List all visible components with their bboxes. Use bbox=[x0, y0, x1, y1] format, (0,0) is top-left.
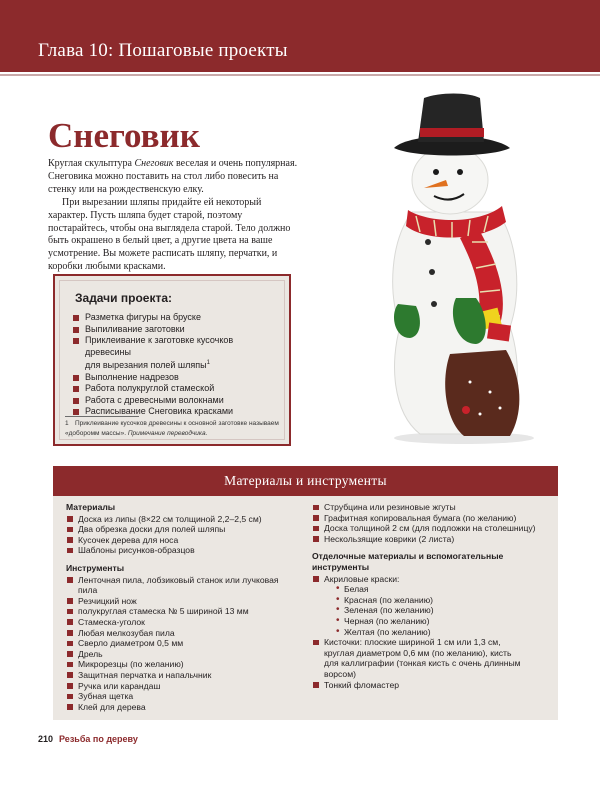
button-2 bbox=[429, 269, 435, 275]
intro-p1-end: веселая и очень популярная. Снеговика можно поставить на стол либо повесить на стенку или на рождественскую елку. bbox=[48, 158, 298, 195]
tool-item: Зубная щетка bbox=[66, 691, 302, 702]
materials-box bbox=[53, 466, 558, 720]
materials-subhead: Материалы bbox=[66, 502, 116, 512]
project-title: Снеговик bbox=[48, 116, 200, 155]
brushes-line1: Кисточки: плоские шириной 1 см или 1,3 см, bbox=[324, 637, 501, 648]
finishing-subhead bbox=[312, 551, 550, 572]
tasks-list bbox=[71, 312, 281, 418]
snowman-right-eye bbox=[457, 169, 463, 175]
tool-item: Ручка или карандаш bbox=[66, 681, 302, 692]
gift-bag bbox=[445, 350, 519, 436]
paints-label: Акриловые краски: bbox=[324, 573, 400, 584]
tool-item: Резчицкий нож bbox=[66, 596, 302, 607]
bag-dot-2 bbox=[489, 391, 492, 394]
gift-box-red bbox=[487, 323, 511, 342]
task-item: Работа полукруглой стамеской bbox=[71, 383, 281, 395]
book-title: Резьба по дереву bbox=[59, 734, 138, 744]
tool-item: Сверло диаметром 0,5 мм bbox=[66, 638, 302, 649]
paint-color-item: • Черная (по желанию) bbox=[324, 616, 550, 627]
task-item-line2 bbox=[85, 358, 281, 372]
tool-item-line1: Ленточная пила, лобзиковый станок или лучковая bbox=[78, 574, 279, 585]
bag-dot-1 bbox=[469, 381, 472, 384]
intro-paragraph-2: При вырезании шляпы придайте ей некоторый характер. Пусть шляпа будет старой, поэтому постарайтесь, чтобы она выглядела старой. Тело должно быть окрашено в белый цвет, а другие цвета на ваше усмотрение. Вы можете расписать шляпу, перчатки, и коробки любыми красками. bbox=[48, 196, 291, 273]
tool-item: Микрорезцы (по желанию) bbox=[66, 659, 302, 670]
footnote-note: Примечание переводчика. bbox=[127, 430, 208, 437]
bag-holly bbox=[462, 406, 470, 414]
finishing-subhead-line2: инструменты bbox=[312, 561, 370, 572]
materials-list bbox=[66, 514, 302, 556]
material-item: Струбцина или резиновые жгуты bbox=[312, 502, 550, 513]
finishing-item-brushes bbox=[312, 637, 550, 679]
tools-list bbox=[66, 575, 302, 713]
material-item: Нескользящие коврики (2 листа) bbox=[312, 534, 550, 545]
paint-color-item: • Желтая (по желанию) bbox=[324, 627, 550, 638]
project-tasks-box bbox=[53, 274, 291, 446]
task-item: Расписывание Снеговика красками bbox=[71, 406, 281, 418]
bag-dot-4 bbox=[499, 407, 502, 410]
tools-subhead: Инструменты bbox=[66, 562, 125, 573]
intro-p1-start: Круглая скульптура bbox=[48, 158, 135, 169]
brushes-line4: ворсом) bbox=[324, 668, 356, 679]
snowman-head bbox=[412, 146, 488, 214]
tasks-title: Задачи проекта: bbox=[75, 291, 172, 305]
snowman-photo bbox=[360, 92, 560, 448]
tool-item: полукруглая стамеска № 5 шириной 13 мм bbox=[66, 606, 302, 617]
finishing-item-paints bbox=[312, 574, 550, 638]
material-item: Доска из липы (8×22 см толщиной 2,2–2,5 см) bbox=[66, 514, 302, 525]
materials-header: Материалы и инструменты bbox=[224, 473, 387, 488]
task-item bbox=[71, 335, 281, 372]
paint-color-item: • Красная (по желанию) bbox=[324, 595, 550, 606]
task-item-line1: Приклеивание к заготовке кусочков древесины bbox=[85, 335, 234, 357]
task-item: Разметка фигуры на бруске bbox=[71, 312, 281, 324]
finishing-subhead-line1: Отделочные материалы и вспомогательные bbox=[312, 551, 504, 562]
footnote-mark: 1 bbox=[65, 420, 69, 427]
button-1 bbox=[425, 239, 431, 245]
snowman-left-eye bbox=[433, 169, 439, 175]
task-item: Работа с древесными волокнами bbox=[71, 395, 281, 407]
tool-item: Стамеска-уголок bbox=[66, 617, 302, 628]
chapter-header-band bbox=[0, 0, 600, 72]
bag-dot-3 bbox=[479, 413, 482, 416]
material-item: Кусочек дерева для носа bbox=[66, 535, 302, 546]
tool-item: Любая мелкозубая пила bbox=[66, 628, 302, 639]
button-3 bbox=[431, 301, 437, 307]
paint-color-item: • Зеленая (по желанию) bbox=[324, 605, 550, 616]
paint-colors-list bbox=[324, 584, 550, 637]
intro-text bbox=[48, 158, 298, 274]
tool-item: Защитная перчатка и напальчник bbox=[66, 670, 302, 681]
footnote-ref: 1 bbox=[206, 360, 210, 366]
paint-color-item: • Белая bbox=[324, 584, 550, 595]
materials-right-column bbox=[312, 502, 550, 690]
task-item-line2-text: для вырезания полей шляпы bbox=[85, 360, 207, 370]
material-item: Шаблоны рисунков-образцов bbox=[66, 545, 302, 556]
mitten-left bbox=[394, 304, 420, 338]
chapter-title: Глава 10: Пошаговые проекты bbox=[38, 40, 288, 61]
hat-band bbox=[420, 128, 484, 137]
tool-item bbox=[66, 575, 302, 596]
tool-item-line2: пила bbox=[78, 585, 98, 596]
material-item: Два обрезка доски для полей шляпы bbox=[66, 524, 302, 535]
materials-list-continued bbox=[312, 502, 550, 544]
material-item: Доска толщиной 2 см (для подложки на столешницу) bbox=[312, 523, 550, 534]
finishing-item-marker: Тонкий фломастер bbox=[312, 680, 550, 691]
header-rule bbox=[0, 74, 600, 76]
materials-header-band bbox=[53, 466, 558, 496]
materials-left-column bbox=[66, 502, 302, 712]
page-number: 210 bbox=[38, 734, 54, 744]
material-item: Графитная копировальная бумага (по желанию) bbox=[312, 513, 550, 524]
finishing-list bbox=[312, 574, 550, 691]
task-item: Выпиливание заготовки bbox=[71, 324, 281, 336]
footnote bbox=[65, 419, 279, 439]
page-footer bbox=[38, 734, 138, 744]
footnote-text: Приклеивание кусочков древесины к основной заготовке называем «доборомм массы». bbox=[65, 420, 279, 437]
brushes-line2: круглая диаметром 0,6 мм (по желанию), кисть bbox=[324, 647, 512, 658]
brushes-line3: для каллиграфии (тонкая кисть с очень длинным bbox=[324, 658, 521, 669]
task-item: Выполнение надрезов bbox=[71, 372, 281, 384]
tool-item: Дрель bbox=[66, 649, 302, 660]
intro-paragraph-1 bbox=[48, 158, 298, 197]
tool-item: Клей для дерева bbox=[66, 702, 302, 713]
footnote-rule bbox=[65, 416, 139, 417]
intro-p1-emphasis: Снеговик bbox=[134, 158, 174, 169]
